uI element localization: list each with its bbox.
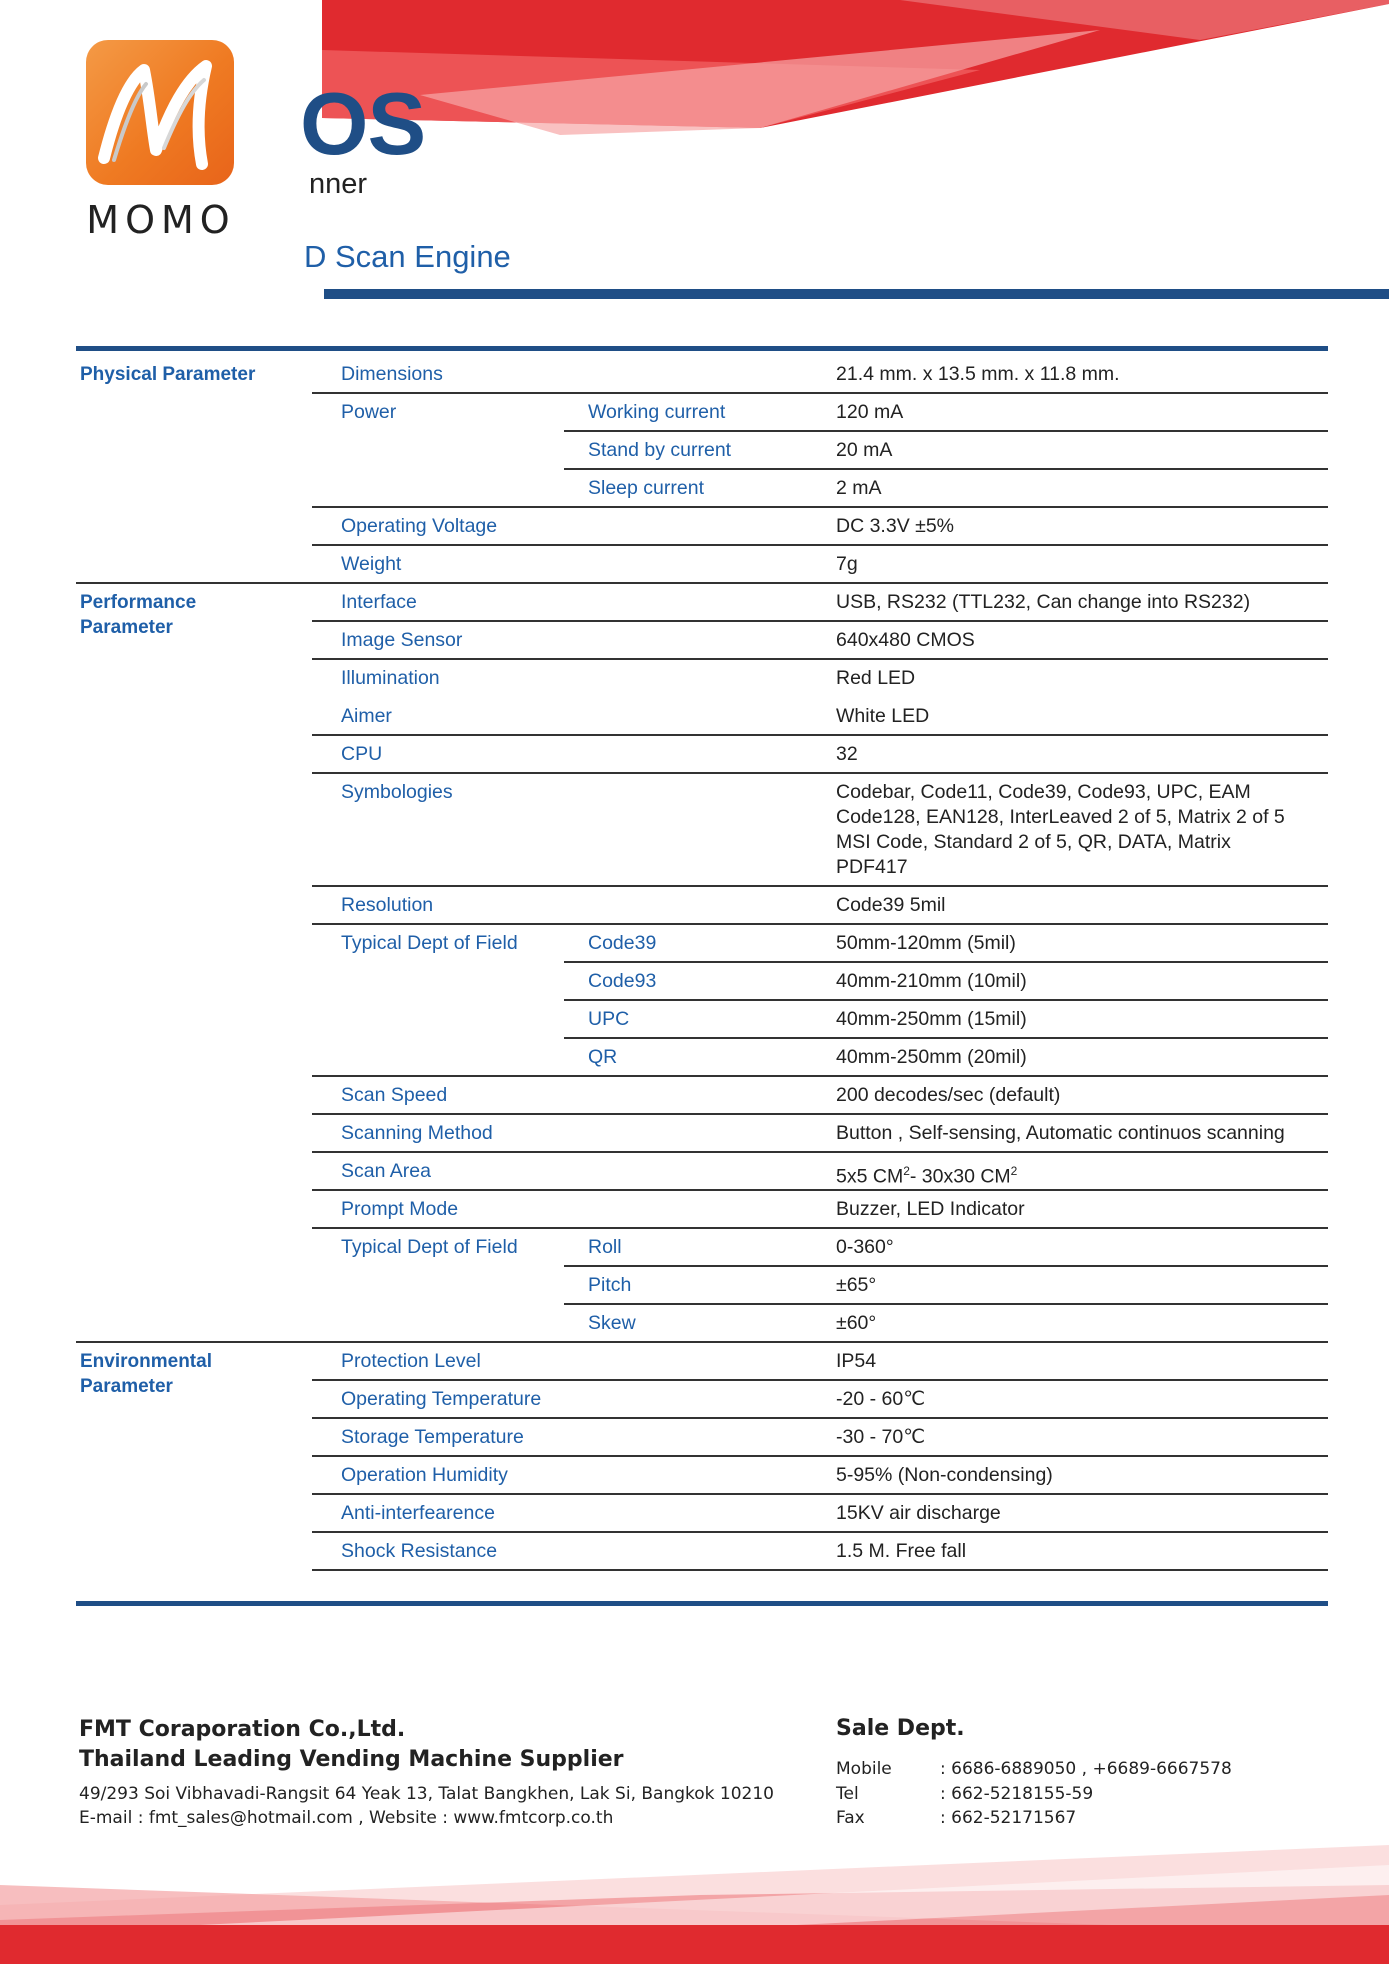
contact-tel-label: Tel	[836, 1784, 859, 1804]
row-divider	[312, 1075, 1328, 1077]
row-divider	[312, 392, 1328, 394]
spec-value-part: 5x5 CM	[836, 1165, 904, 1188]
spec-value: 200 decodes/sec (default)	[836, 1084, 1061, 1106]
spec-label: Shock Resistance	[341, 1540, 498, 1562]
spec-value: Button , Self-sensing, Automatic continuos scanning	[836, 1122, 1285, 1144]
row-divider	[312, 1151, 1328, 1153]
spec-label: Weight	[341, 553, 402, 575]
superscript: 2	[903, 1164, 910, 1178]
spec-value: 20 mA	[836, 439, 893, 461]
row-divider	[564, 1303, 1328, 1305]
spec-label: Typical Dept of Field	[341, 1236, 518, 1258]
header-rule	[324, 289, 1389, 299]
footer-banner	[0, 1825, 1389, 1964]
row-divider	[312, 1493, 1328, 1495]
row-divider	[312, 1417, 1328, 1419]
section-divider	[76, 1341, 312, 1343]
row-divider	[312, 1227, 1328, 1229]
spec-value: -20 - 60℃	[836, 1388, 926, 1410]
spec-value: ±65°	[836, 1274, 877, 1296]
spec-value: Code39 5mil	[836, 894, 946, 916]
spec-label: Protection Level	[341, 1350, 481, 1372]
spec-label: Scanning Method	[341, 1122, 493, 1144]
spec-label: Symbologies	[341, 781, 453, 803]
section-divider	[76, 582, 312, 584]
company-tagline: Thailand Leading Vending Machine Supplier	[79, 1747, 624, 1772]
spec-value: 21.4 mm. x 13.5 mm. x 11.8 mm.	[836, 363, 1120, 385]
row-divider	[312, 658, 1328, 660]
spec-label: Resolution	[341, 894, 434, 916]
spec-sublabel: Stand by current	[588, 439, 732, 461]
logo-area	[0, 0, 322, 305]
row-divider	[312, 885, 1328, 887]
spec-sublabel: Sleep current	[588, 477, 704, 499]
spec-label: Dimensions	[341, 363, 443, 385]
spec-value: 50mm-120mm (5mil)	[836, 932, 1016, 954]
spec-label: Prompt Mode	[341, 1198, 459, 1220]
row-divider	[564, 468, 1328, 470]
spec-label: CPU	[341, 743, 383, 765]
spec-value: 640x480 CMOS	[836, 629, 975, 651]
spec-sublabel: Working current	[588, 401, 726, 423]
spec-sublabel: Code93	[588, 970, 657, 992]
row-divider	[564, 999, 1328, 1001]
spec-value: 0-360°	[836, 1236, 894, 1258]
spec-sublabel: UPC	[588, 1008, 630, 1030]
spec-value: White LED	[836, 705, 930, 727]
spec-label: Interface	[341, 591, 417, 613]
section-label: Physical Parameter	[80, 364, 256, 385]
row-divider	[564, 430, 1328, 432]
logo-wordmark: MOMO	[86, 198, 236, 242]
row-divider	[564, 1037, 1328, 1039]
company-address: 49/293 Soi Vibhavadi-Rangsit 64 Yeak 13, Talat Bangkhen, Lak Si, Bangkok 10210	[79, 1784, 774, 1804]
row-divider	[312, 544, 1328, 546]
spec-value	[836, 1159, 1326, 1190]
row-divider	[312, 1569, 1328, 1571]
spec-value: 40mm-250mm (15mil)	[836, 1008, 1027, 1030]
contact-tel-value: : 662-5218155-59	[940, 1784, 1094, 1804]
row-divider	[312, 923, 1328, 925]
spec-label: Image Sensor	[341, 629, 463, 651]
spec-value: 120 mA	[836, 401, 904, 423]
row-divider	[564, 1265, 1328, 1267]
spec-sublabel: Code39	[588, 932, 657, 954]
spec-value: USB, RS232 (TTL232, Can change into RS232)	[836, 591, 1251, 613]
spec-label: Scan Speed	[341, 1084, 448, 1106]
sale-dept-title: Sale Dept.	[836, 1716, 965, 1741]
contact-fax-value: : 662-52171567	[940, 1808, 1077, 1828]
row-divider	[312, 1379, 1328, 1381]
spec-value: 5-95% (Non-condensing)	[836, 1464, 1053, 1486]
company-email-website: E-mail : fmt_sales@hotmail.com , Website : www.fmtcorp.co.th	[79, 1808, 614, 1828]
spec-value: IP54	[836, 1350, 877, 1372]
spec-label: Power	[341, 401, 397, 423]
spec-value: 1.5 M. Free fall	[836, 1540, 967, 1562]
row-divider	[312, 1113, 1328, 1115]
spec-value: ±60°	[836, 1312, 877, 1334]
spec-label: Anti-interfearence	[341, 1502, 495, 1524]
momo-logo-icon	[86, 40, 234, 185]
table-top-rule	[76, 346, 1328, 351]
scan-engine-heading: D Scan Engine	[304, 239, 511, 274]
spec-label: Typical Dept of Field	[341, 932, 518, 954]
section-label: Performance Parameter	[80, 592, 197, 638]
spec-value: 15KV air discharge	[836, 1502, 1001, 1524]
row-divider	[312, 506, 1328, 508]
row-divider	[312, 1531, 1328, 1533]
row-divider	[312, 772, 1328, 774]
spec-value	[836, 780, 1326, 880]
superscript: 2	[1010, 1164, 1018, 1178]
spec-label: Storage Temperature	[341, 1426, 524, 1448]
contact-fax-label: Fax	[836, 1808, 865, 1828]
spec-value: DC 3.3V ±5%	[836, 515, 954, 537]
spec-value: 7g	[836, 553, 858, 575]
spec-label: Scan Area	[341, 1160, 431, 1182]
company-name: FMT Coraporation Co.,Ltd.	[79, 1717, 406, 1742]
spec-label: Operating Temperature	[341, 1388, 542, 1410]
spec-label: Aimer	[341, 705, 392, 727]
spec-value-line: Codebar, Code11, Code39, Code93, UPC, EAM	[836, 781, 1251, 803]
contact-mobile-label: Mobile	[836, 1759, 892, 1779]
table-bottom-rule	[76, 1601, 1328, 1606]
product-title: OS	[300, 74, 426, 173]
row-divider	[312, 1455, 1328, 1457]
spec-label: Operation Humidity	[341, 1464, 508, 1486]
spec-sublabel: QR	[588, 1046, 618, 1068]
spec-value: Buzzer, LED Indicator	[836, 1198, 1025, 1220]
spec-sublabel: Roll	[588, 1236, 622, 1258]
row-divider	[312, 1189, 1328, 1191]
spec-value: 40mm-250mm (20mil)	[836, 1046, 1027, 1068]
spec-label: Illumination	[341, 667, 440, 689]
spec-value: 32	[836, 743, 858, 765]
spec-value: 2 mA	[836, 477, 882, 499]
spec-value-line: MSI Code, Standard 2 of 5, QR, DATA, Matrix	[836, 831, 1231, 853]
contact-mobile-value: : 6686-6889050 , +6689-6667578	[940, 1759, 1232, 1779]
row-divider	[312, 620, 1328, 622]
spec-value-line: PDF417	[836, 856, 908, 878]
spec-value: 40mm-210mm (10mil)	[836, 970, 1027, 992]
section-label: Environmental Parameter	[80, 1351, 212, 1397]
footer-company-block	[79, 1715, 624, 1775]
row-divider	[564, 961, 1328, 963]
spec-value-part: - 30x30 CM	[909, 1165, 1011, 1188]
row-divider	[312, 734, 1328, 736]
spec-sublabel: Pitch	[588, 1274, 632, 1296]
row-divider	[312, 1341, 1328, 1343]
spec-sublabel: Skew	[588, 1312, 636, 1334]
spec-value: -30 - 70℃	[836, 1426, 926, 1448]
spec-value-line: Code128, EAN128, InterLeaved 2 of 5, Matrix 2 of 5	[836, 806, 1285, 828]
row-divider	[312, 582, 1328, 584]
product-subtitle: nner	[309, 168, 368, 200]
spec-label: Operating Voltage	[341, 515, 498, 537]
spec-value: Red LED	[836, 667, 916, 689]
